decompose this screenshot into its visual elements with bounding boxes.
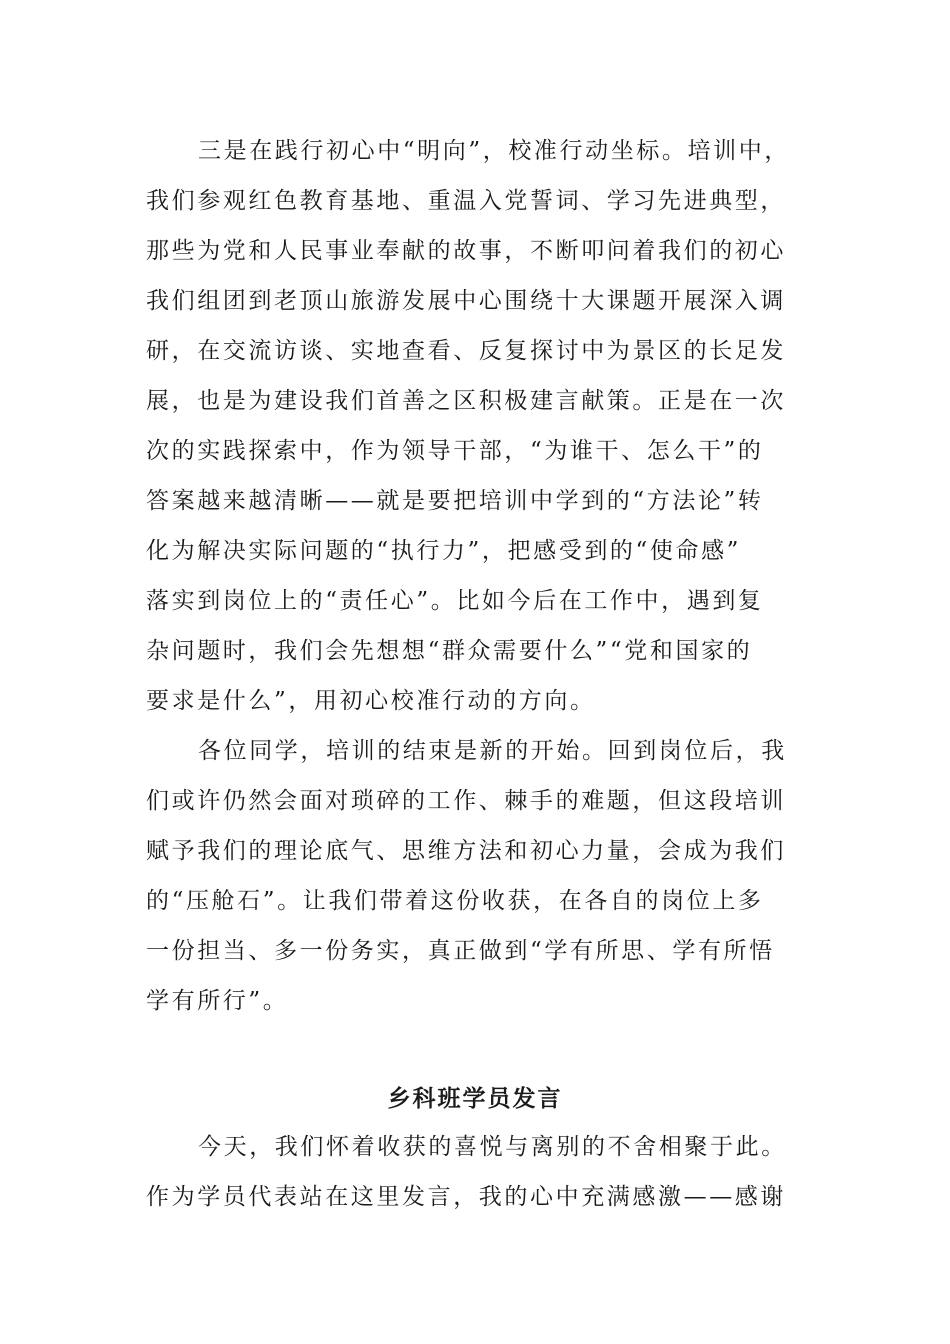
paragraph-line: 杂问题时，我们会先想想“群众需要什么”“党和国家的 (146, 638, 753, 664)
paragraph-line: 今天，我们怀着收获的喜悦与离别的不舍相聚于此。 (198, 1134, 787, 1160)
paragraph-line: 各位同学，培训的结束是新的开始。回到岗位后，我 (198, 738, 787, 764)
paragraph-line: 那些为党和人民事业奉献的故事，不断叩问着我们的初心 (146, 238, 786, 264)
paragraph-line: 展，也是为建设我们首善之区积极建言献策。正是在一次 (146, 388, 786, 414)
paragraph-line: 一份担当、多一份务实，真正做到“学有所思、学有所悟 (146, 938, 775, 964)
paragraph-line: 赋予我们的理论底气、思维方法和初心力量，会成为我们 (146, 838, 786, 864)
paragraph-line: 次的实践探索中，作为领导干部，“为谁干、怎么干”的 (146, 438, 764, 464)
paragraph-line: 研，在交流访谈、实地查看、反复探讨中为景区的长足发 (146, 338, 786, 364)
paragraph-line: 落实到岗位上的“责任心”。比如今后在工作中，遇到复 (146, 588, 764, 614)
paragraph-line: 的“压舱石”。让我们带着这份收获，在各自的岗位上多 (146, 888, 764, 914)
paragraph-line: 学有所行”。 (146, 988, 289, 1014)
paragraph-line: 们或许仍然会面对琐碎的工作、棘手的难题，但这段培训 (146, 788, 786, 814)
paragraph-line: 答案越来越清晰——就是要把培训中学到的“方法论”转 (146, 488, 764, 514)
paragraph-practice-direction (146, 126, 826, 726)
paragraph-closing-remarks (146, 726, 826, 1026)
paragraph-line: 我们参观红色教育基地、重温入党誓词、学习先进典型， (146, 188, 786, 214)
paragraph-line: 化为解决实际问题的“执行力”，把感受到的“使命感” (146, 538, 742, 564)
paragraph-line: 作为学员代表站在这里发言，我的心中充满感激——感谢 (146, 1184, 786, 1210)
paragraph-line: 要求是什么”，用初心校准行动的方向。 (146, 688, 596, 714)
paragraph-line: 三是在践行初心中“明向”，校准行动坐标。培训中， (198, 138, 790, 164)
section-heading: 乡科班学员发言 (387, 1085, 563, 1112)
paragraph-speech-intro (146, 1122, 826, 1222)
paragraph-line: 我们组团到老顶山旅游发展中心围绕十大课题开展深入调 (146, 288, 786, 314)
